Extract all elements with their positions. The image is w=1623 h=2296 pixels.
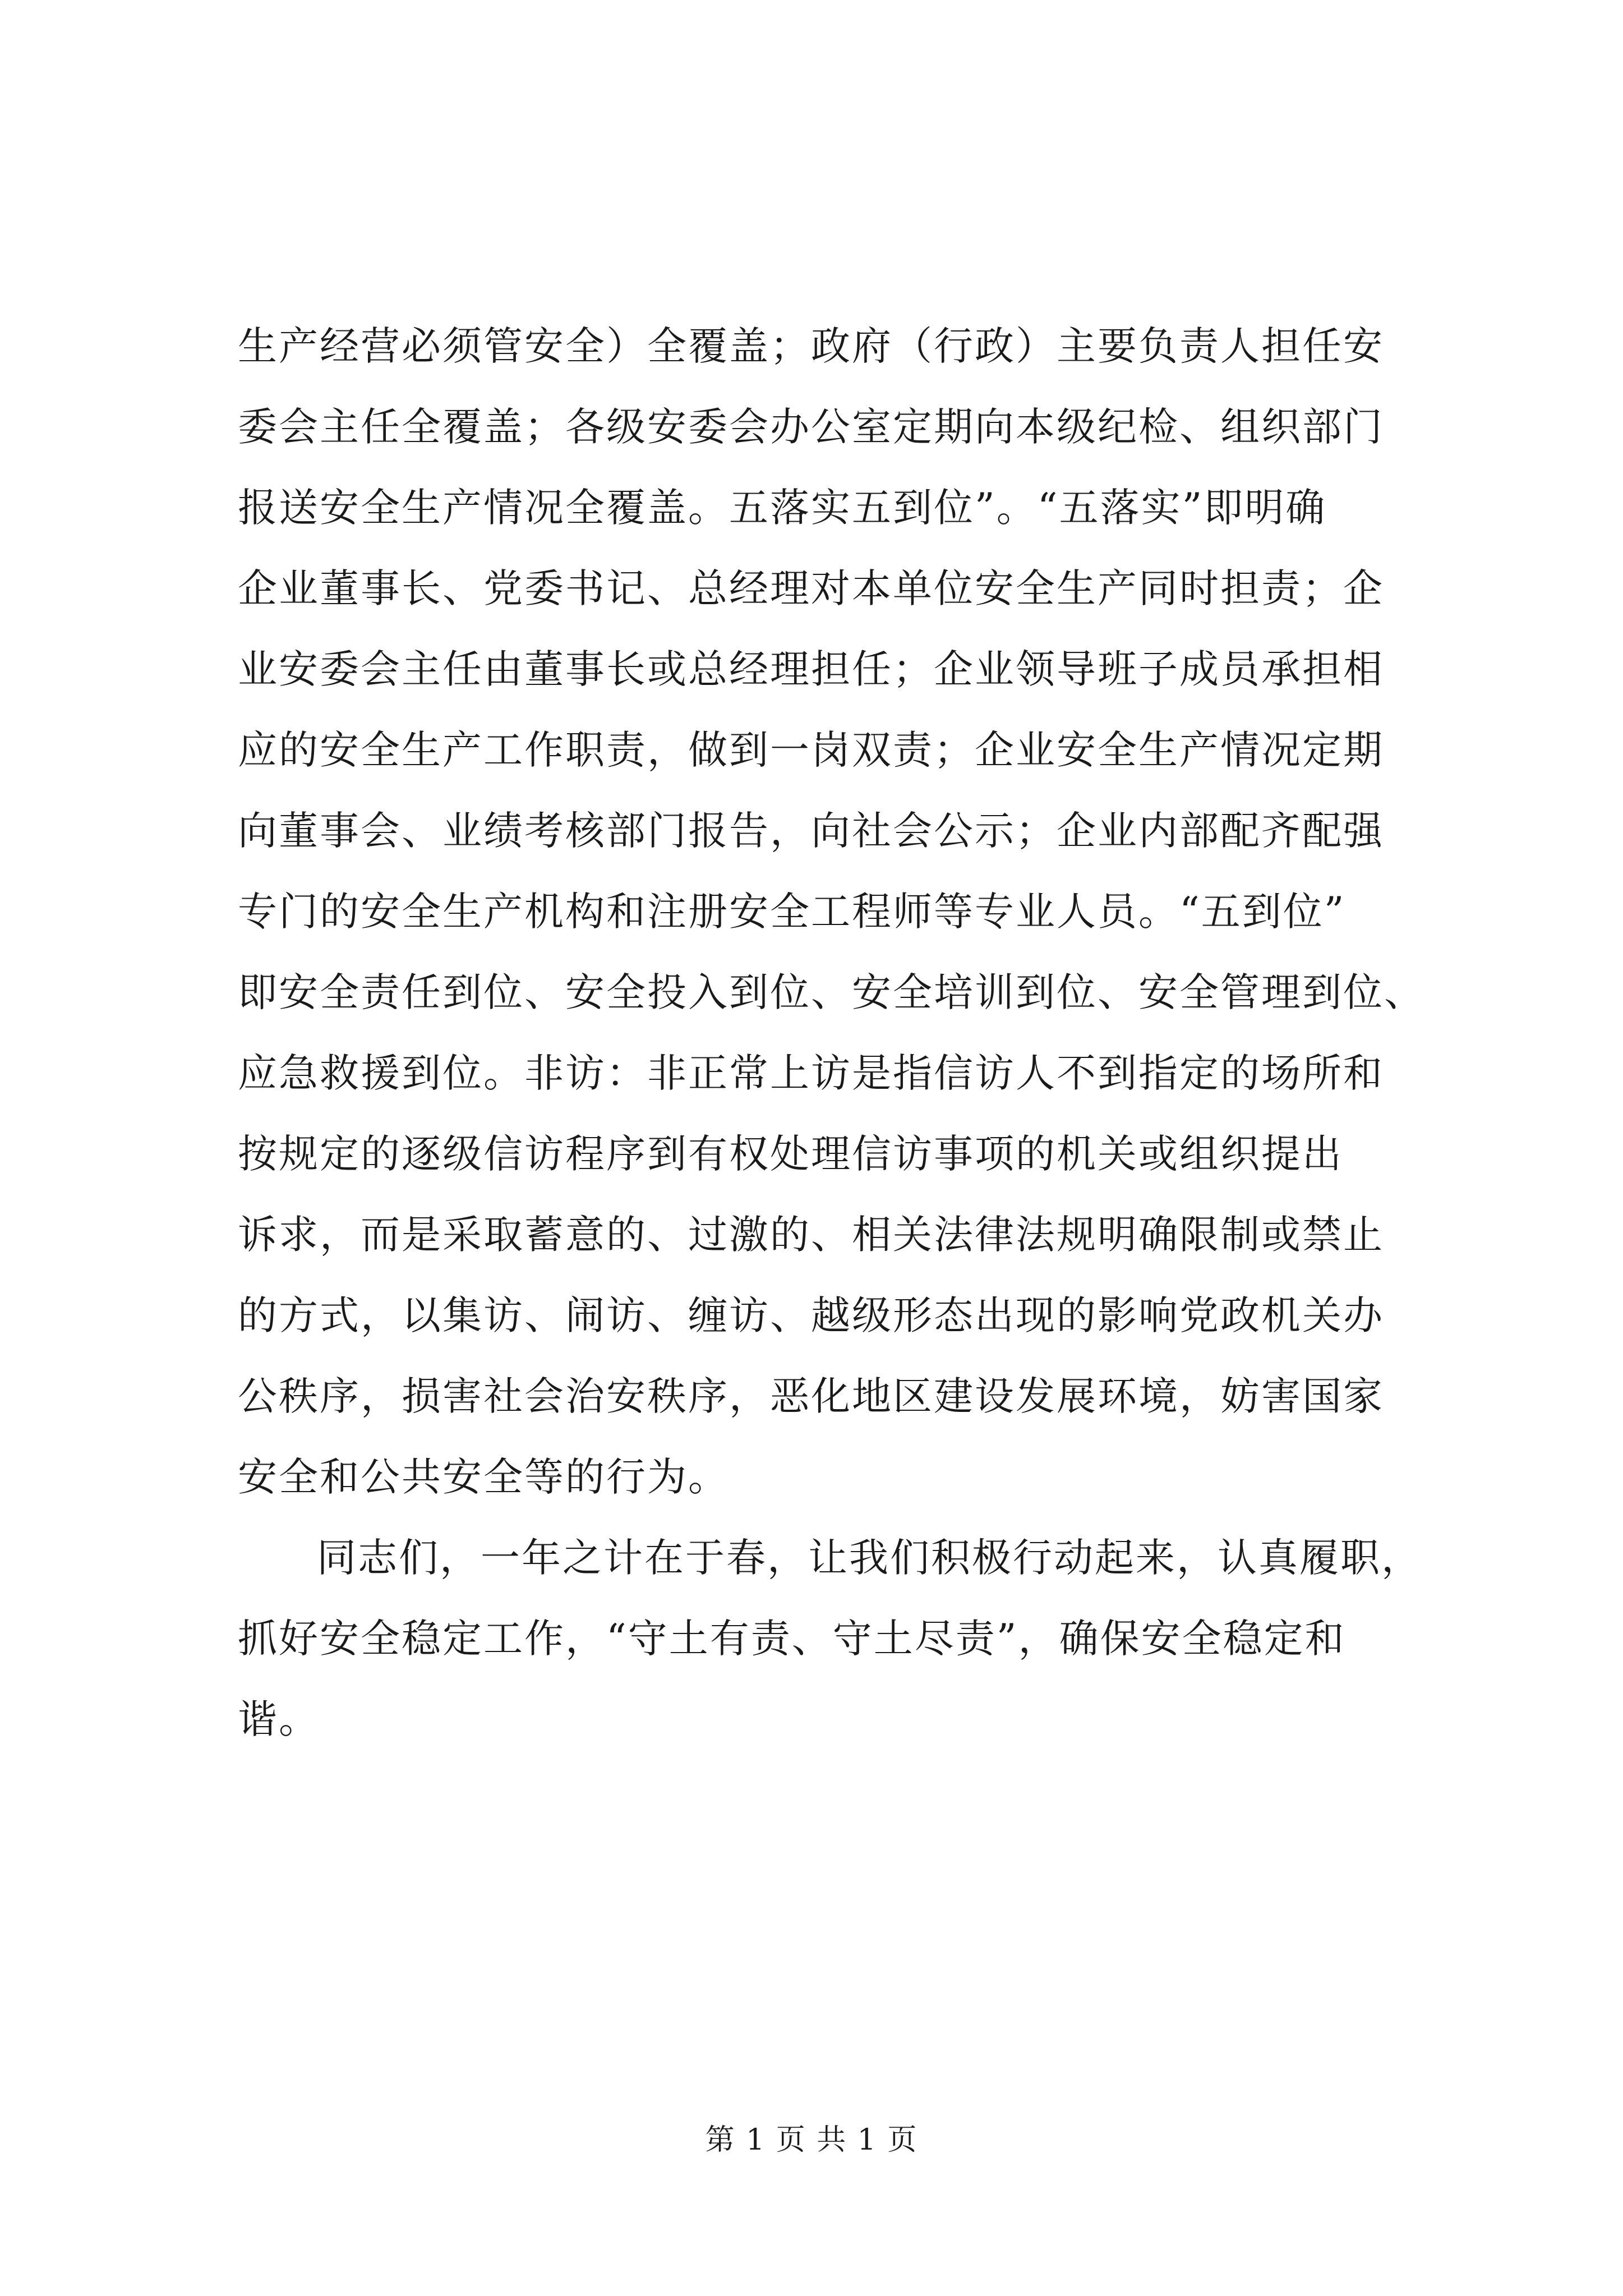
text-line: 抓好安全稳定工作，“守土有责、守土尽责”，确保安全稳定和 — [238, 1616, 1346, 1662]
text-line: 应急救援到位。非访：非正常上访是指信访人不到指定的场所和 — [238, 1050, 1384, 1096]
text-line: 按规定的逐级信访程序到有权处理信访事项的机关或组织提出 — [238, 1131, 1343, 1177]
page-number-footer: 第 1 页 共 1 页 — [705, 2123, 918, 2157]
text-line: 应的安全生产工作职责，做到一岗双责；企业安全生产情况定期 — [238, 727, 1384, 773]
text-line: 公秩序，损害社会治安秩序，恶化地区建设发展环境，妨害国家 — [238, 1373, 1384, 1419]
text-line: 企业董事长、党委书记、总经理对本单位安全生产同时担责；企 — [238, 565, 1384, 611]
text-line: 生产经营必须管安全）全覆盖；政府（行政）主要负责人担任安 — [238, 323, 1384, 369]
text-line: 同志们，一年之计在于春，让我们积极行动起来，认真履职， — [317, 1535, 1422, 1581]
text-line: 谐。 — [238, 1696, 320, 1742]
text-line: 的方式，以集访、闹访、缠访、越级形态出现的影响党政机关办 — [238, 1292, 1384, 1338]
text-line: 业安委会主任由董事长或总经理担任；企业领导班子成员承担相 — [238, 646, 1384, 692]
text-line: 委会主任全覆盖；各级安委会办公室定期向本级纪检、组织部门 — [238, 404, 1384, 450]
text-line: 专门的安全生产机构和注册安全工程师等专业人员。“五到位” — [238, 889, 1346, 935]
text-line: 向董事会、业绩考核部门报告，向社会公示；企业内部配齐配强 — [238, 808, 1384, 854]
text-line: 诉求，而是采取蓄意的、过激的、相关法律法规明确限制或禁止 — [238, 1212, 1384, 1258]
paragraph-2 — [238, 1517, 1422, 1760]
text-line: 报送安全生产情况全覆盖。五落实五到位”。“五落实”即明确 — [238, 485, 1327, 531]
paragraph-1 — [238, 306, 1425, 1517]
document-body — [238, 306, 1425, 1760]
text-line: 安全和公共安全等的行为。 — [238, 1454, 729, 1500]
text-line: 即安全责任到位、安全投入到位、安全培训到位、安全管理到位、 — [238, 969, 1425, 1015]
